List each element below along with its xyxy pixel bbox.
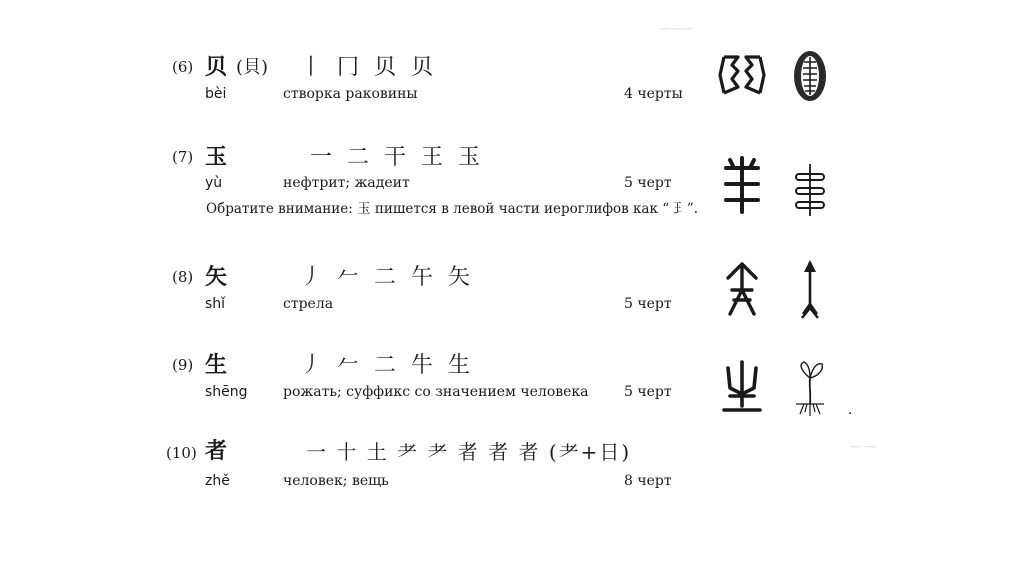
oracle-bei-glyph-icon (718, 46, 766, 106)
stroke-order: 丨 冂 贝 贝 (300, 55, 437, 80)
meaning: нефтрит; жадеит (283, 175, 410, 191)
traditional-form: (貝) (236, 57, 269, 78)
pinyin: shǐ (205, 296, 226, 312)
stroke-count: 5 черт (624, 384, 672, 400)
stroke-order: 丿 𠂉 二 牛 生 (300, 353, 474, 378)
entry-character: 生 (205, 352, 228, 378)
entry-character: 者 (205, 438, 228, 464)
entry-character: 玉 (205, 144, 228, 170)
entry-sheng (0, 346, 1024, 426)
meaning: рожать; суффикс со значением человека (283, 384, 589, 400)
entry-number: (9) (172, 356, 194, 374)
entry-character: 矢 (205, 264, 228, 290)
jade-string-drawing-icon (790, 158, 830, 222)
pinyin: shēng (205, 384, 248, 400)
stroke-order: 一 二 干 王 玉 (310, 145, 484, 170)
entry-character: 贝 (205, 54, 228, 80)
stroke-order: 丿 𠂉 二 午 矢 (300, 265, 474, 290)
entry-number: (6) (172, 58, 194, 76)
stroke-count: 5 черт (624, 296, 672, 312)
usage-note: Обратите внимание: 玉 пишется в левой части иероглифов как “ ⺩”. (206, 201, 699, 217)
pinyin: bèi (205, 86, 227, 102)
meaning: створка раковины (283, 86, 418, 102)
meaning: человек; вещь (283, 473, 389, 489)
entry-bei (0, 46, 1024, 126)
bleed-through-mark: — — (850, 440, 876, 453)
bleed-through-mark: ——— (660, 22, 693, 35)
stroke-count: 8 черт (624, 473, 672, 489)
arrow-drawing-icon (790, 258, 830, 322)
entry-number: (8) (172, 268, 194, 286)
stroke-order: 一 十 土 耂 耂 者 者 者 (耂+日) (306, 440, 632, 464)
entry-number: (7) (172, 148, 194, 166)
entry-number: (10) (166, 444, 197, 462)
entry-shi (0, 258, 1024, 338)
cowrie-shell-drawing-icon (790, 44, 830, 108)
meaning: стрела (283, 296, 334, 312)
sprout-drawing-icon (790, 356, 830, 420)
pinyin: yù (205, 175, 223, 191)
stray-dot: · (848, 406, 853, 422)
stroke-count: 5 черт (624, 175, 672, 191)
stroke-count: 4 черты (624, 86, 683, 102)
oracle-shi-glyph-icon (718, 260, 766, 320)
pinyin: zhě (205, 473, 230, 489)
oracle-yu-glyph-icon (718, 156, 766, 216)
oracle-sheng-glyph-icon (718, 356, 766, 416)
